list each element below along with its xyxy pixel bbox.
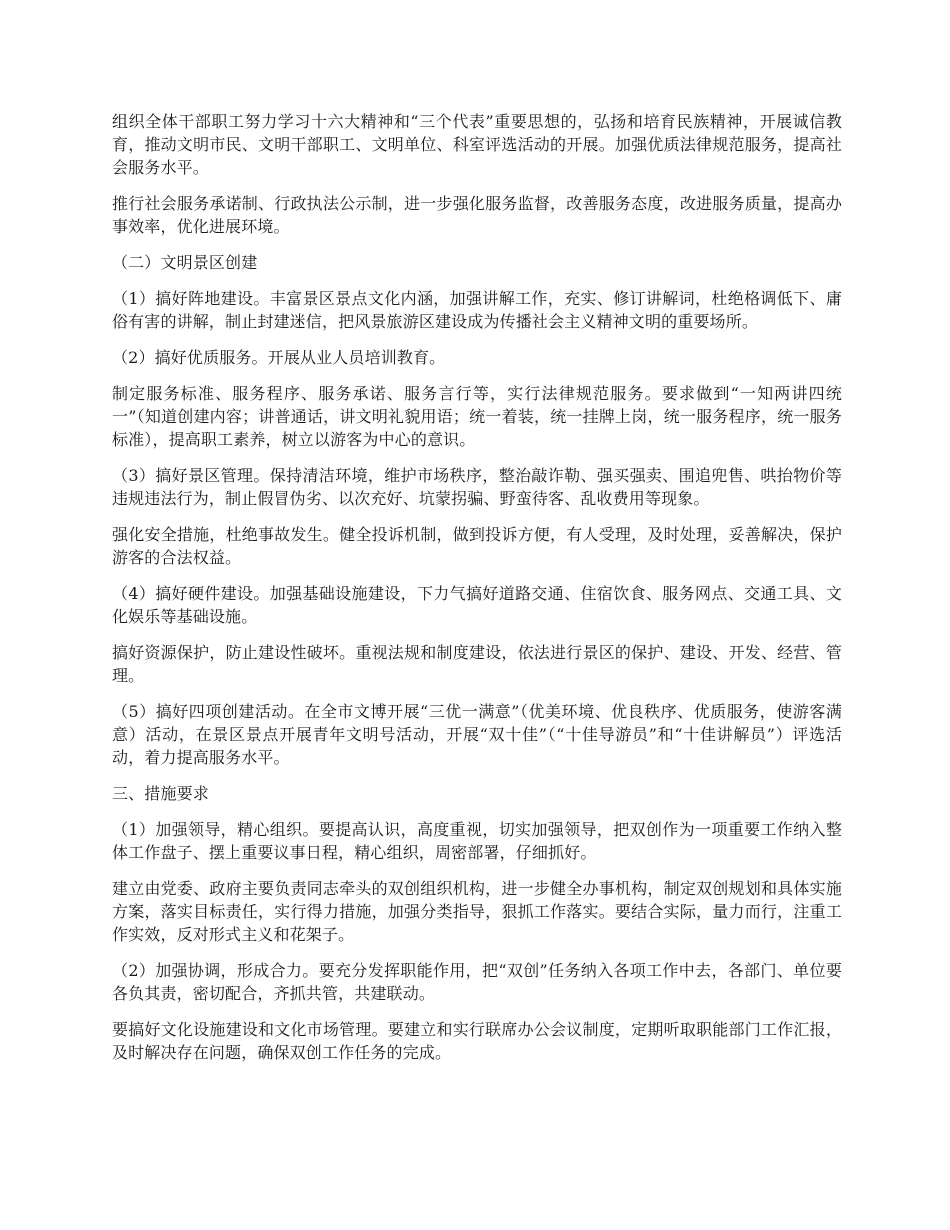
- paragraph: （3）搞好景区管理。保持清洁环境，维护市场秩序，整治敲诈勒、强买强卖、围追兜售、哄抬物价等违规违法行为，制止假冒伪劣、以次充好、坑蒙拐骗、野蛮待客、乱收费用等现象。: [112, 466, 842, 508]
- section-heading: 三、措施要求: [112, 784, 209, 803]
- paragraph: （2）加强协调，形成合力。要充分发挥职能作用，把“双创”任务纳入各项工作中去，各部门、单位要各负其责，密切配合，齐抓共管，共建联动。: [112, 961, 842, 1003]
- paragraph: 组织全体干部职工努力学习十六大精神和“三个代表”重要思想的，弘扬和培育民族精神，开展诚信教育，推动文明市民、文明干部职工、文明单位、科室评选活动的开展。加强优质法律规范服务，提高社会服务水平。: [112, 112, 842, 177]
- paragraph: 建立由党委、政府主要负责同志牵头的双创组织机构，进一步健全办事机构，制定双创规划和具体实施方案，落实目标责任，实行得力措施，加强分类指导，狠抓工作落实。要结合实际，量力而行，注重工作实效，反对形式主义和花架子。: [112, 879, 842, 944]
- paragraph: （1）搞好阵地建设。丰富景区景点文化内涵，加强讲解工作，充实、修订讲解词，杜绝格调低下、庸俗有害的讲解，制止封建迷信，把风景旅游区建设成为传播社会主义精神文明的重要场所。: [112, 289, 842, 331]
- paragraph: 推行社会服务承诺制、行政执法公示制，进一步强化服务监督，改善服务态度，改进服务质量，提高办事效率，优化进展环境。: [112, 194, 842, 236]
- paragraph: 强化安全措施，杜绝事故发生。健全投诉机制，做到投诉方便，有人受理，及时处理，妥善解决，保护游客的合法权益。: [112, 525, 842, 567]
- paragraph: 制定服务标准、服务程序、服务承诺、服务言行等，实行法律规范服务。要求做到“一知两讲四统一”（知道创建内容；讲普通话，讲文明礼貌用语；统一着装，统一挂牌上岗，统一服务程序，统一服务标准），提高职工素养，树立以游客为中心的意识。: [112, 384, 842, 449]
- paragraph: 搞好资源保护，防止建设性破坏。重视法规和制度建设，依法进行景区的保护、建设、开发、经营、管理。: [112, 643, 842, 685]
- section-heading: （二）文明景区创建: [112, 253, 258, 272]
- document-body: [112, 110, 842, 1077]
- paragraph: （5）搞好四项创建活动。在全市文博开展“三优一满意”（优美环境、优良秩序、优质服务，使游客满意）活动，在景区景点开展青年文明号活动，开展“双十佳”（“十佳导游员”和“十佳讲解员”）评选活动，着力提高服务水平。: [112, 702, 842, 767]
- paragraph: （4）搞好硬件建设。加强基础设施建设，下力气搞好道路交通、住宿饮食、服务网点、交通工具、文化娱乐等基础设施。: [112, 584, 842, 626]
- paragraph: （1）加强领导，精心组织。要提高认识，高度重视，切实加强领导，把双创作为一项重要工作纳入整体工作盘子、摆上重要议事日程，精心组织，周密部署，仔细抓好。: [112, 820, 842, 862]
- paragraph: （2）搞好优质服务。开展从业人员培训教育。: [112, 348, 446, 367]
- paragraph: 要搞好文化设施建设和文化市场管理。要建立和实行联席办公会议制度，定期听取职能部门工作汇报，及时解决存在问题，确保双创工作任务的完成。: [112, 1020, 842, 1062]
